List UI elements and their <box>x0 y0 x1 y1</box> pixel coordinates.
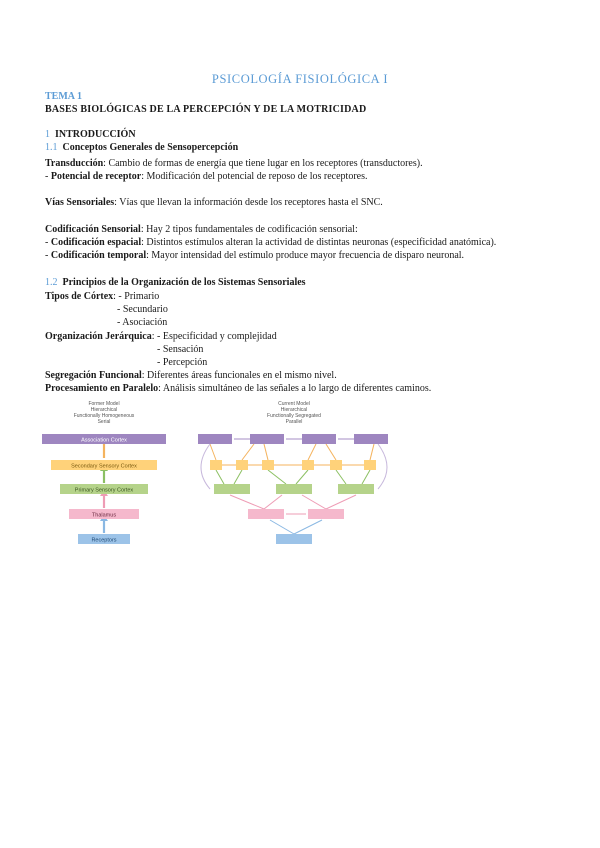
segregacion-funcional: Segregación Funcional: Diferentes áreas funcionales en el mismo nivel. <box>45 370 337 381</box>
arrow-parallel <box>230 495 264 509</box>
section-1-1-heading: 1.1 Conceptos Generales de Sensopercepción <box>45 142 239 153</box>
arrow-parallel <box>216 470 224 484</box>
sensory-model-diagram <box>40 396 400 551</box>
feedback-curve <box>201 444 210 489</box>
association-node <box>302 434 336 444</box>
document-title: PSICOLOGÍA FISIOLÓGICA I <box>211 72 389 86</box>
arrow-parallel <box>264 444 268 460</box>
organizacion-item: - Sensación <box>157 344 204 355</box>
primary-cortex-label: Primary Sensory Cortex <box>74 487 134 494</box>
arrow-parallel <box>294 520 322 534</box>
tipos-cortex-item: - Asociación <box>117 317 168 328</box>
potencial-definition: - Potencial de receptor: Modificación del potencial de reposo de los receptores. <box>45 171 368 182</box>
tema-label: TEMA 1 <box>45 91 82 102</box>
right-heading-line: Hierarchical <box>280 407 308 413</box>
left-heading-line: Functionally Homogeneous <box>73 413 135 419</box>
arrow-parallel <box>326 495 356 509</box>
association-node <box>198 434 232 444</box>
arrow-parallel <box>326 444 336 460</box>
association-node <box>354 434 388 444</box>
secondary-node <box>236 460 248 470</box>
procesamiento-paralelo: Procesamiento en Paralelo: Análisis simultáneo de las señales a lo largo de diferentes caminos. <box>45 383 432 394</box>
arrow-parallel <box>268 470 286 484</box>
primary-node <box>338 484 374 494</box>
arrow-parallel <box>210 444 216 460</box>
section-1-heading: 1 INTRODUCCIÓN <box>45 129 136 140</box>
feedback-curve <box>378 444 387 489</box>
arrow-parallel <box>362 470 370 484</box>
left-heading-line: Hierarchical <box>90 407 118 413</box>
codificacion-definition: Codificación Sensorial: Hay 2 tipos fundamentales de codificación sensorial: <box>45 224 358 235</box>
arrow-parallel <box>264 495 282 509</box>
document-subtitle: BASES BIOLÓGICAS DE LA PERCEPCIÓN Y DE LA MOTRICIDAD <box>45 104 367 115</box>
sensory-model-figure <box>40 396 400 556</box>
secondary-cortex-label: Secondary Sensory Cortex <box>71 463 137 470</box>
right-heading-line: Parallel <box>285 419 303 425</box>
codificacion-temporal: - Codificación temporal: Mayor intensidad del estímulo produce mayor frecuencia de disparo neuronal. <box>45 250 465 261</box>
arrow-parallel <box>296 470 308 484</box>
right-heading-line: Functionally Segregated <box>267 413 321 419</box>
receptor-node <box>276 534 312 544</box>
arrow-parallel <box>242 444 254 460</box>
secondary-node <box>364 460 376 470</box>
primary-node <box>276 484 312 494</box>
section-1-2-heading: 1.2 Principios de la Organización de los Sistemas Sensoriales <box>45 277 306 288</box>
arrow-parallel <box>270 520 294 534</box>
association-node <box>250 434 284 444</box>
secondary-node <box>330 460 342 470</box>
codificacion-espacial: - Codificación espacial: Distintos estímulos alteran la actividad de distintas neuronas (especificidad anatómica). <box>45 237 497 248</box>
organizacion-jerarquica: Organización Jerárquica: - Especificidad y complejidad <box>45 331 277 342</box>
arrow-parallel <box>308 444 316 460</box>
right-heading-line: Current Model <box>278 401 310 407</box>
thalamus-node <box>308 509 344 519</box>
tipos-cortex: Tipos de Córtex: - Primario <box>45 291 160 302</box>
thalamus-label: Thalamus <box>91 512 117 519</box>
organizacion-item: - Percepción <box>157 357 208 368</box>
secondary-node <box>302 460 314 470</box>
tipos-cortex-item: - Secundario <box>117 304 168 315</box>
left-heading-line: Former Model <box>88 401 120 407</box>
thalamus-node <box>248 509 284 519</box>
primary-node <box>214 484 250 494</box>
arrow-parallel <box>336 470 346 484</box>
association-cortex-label: Association Cortex <box>81 437 127 444</box>
transduccion-definition: Transducción: Cambio de formas de energía que tiene lugar en los receptores (transductores). <box>45 158 423 169</box>
arrow-parallel <box>370 444 374 460</box>
vias-definition: Vías Sensoriales: Vías que llevan la información desde los receptores hasta el SNC. <box>45 197 383 208</box>
receptors-label: Receptors <box>91 537 117 544</box>
left-heading-line: Serial <box>97 419 111 425</box>
secondary-node <box>262 460 274 470</box>
secondary-node <box>210 460 222 470</box>
arrow-parallel <box>302 495 326 509</box>
arrow-parallel <box>234 470 242 484</box>
